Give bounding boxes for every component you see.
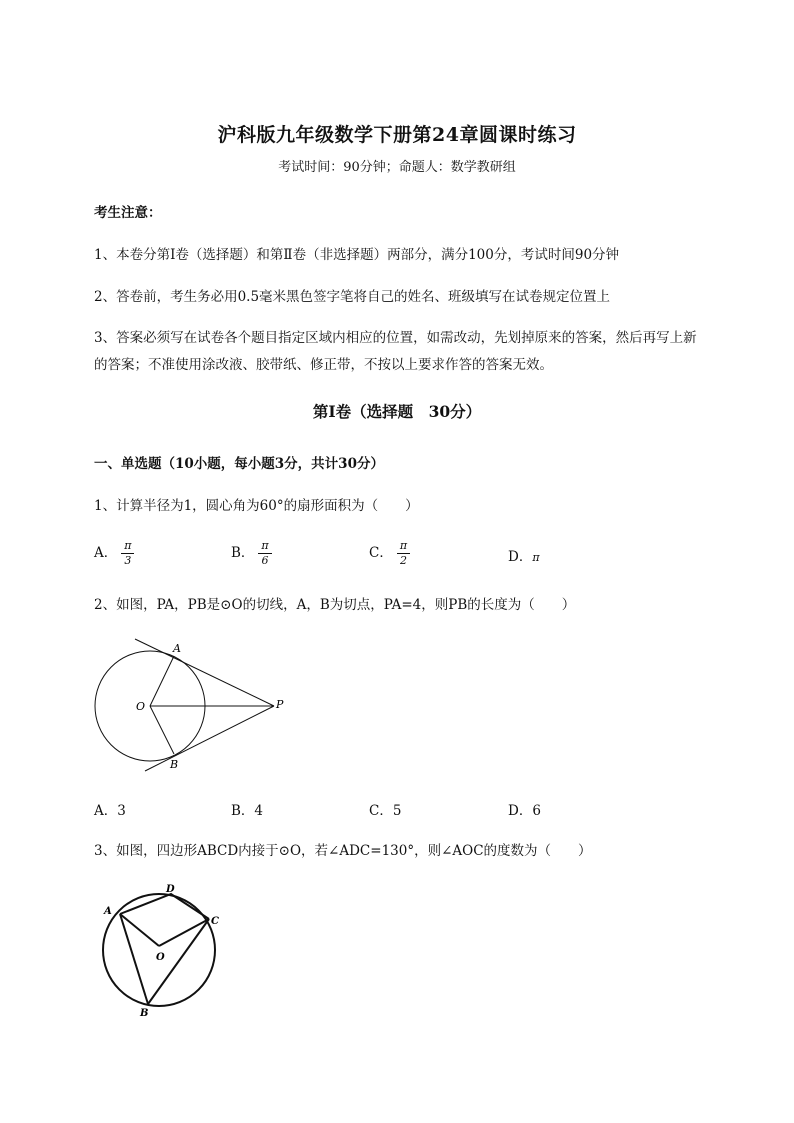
tangent-figure — [88, 630, 298, 775]
fraction — [258, 540, 271, 567]
question-1-option-d — [508, 545, 540, 565]
fraction-denominator: 3 — [124, 554, 132, 567]
label-o: O — [136, 700, 146, 713]
section-title: 第I卷（选择题 30分） — [312, 402, 482, 421]
fraction-numerator: π — [258, 540, 271, 554]
question-2-option-b: B．4 — [231, 803, 264, 819]
option-label: A． — [94, 545, 118, 561]
exam-info: 考试时间：90分钟；命题人：数学教研组 — [278, 160, 516, 175]
label-b: B — [140, 1008, 149, 1019]
radius-oa — [150, 656, 174, 706]
question-2-option-a: A．3 — [94, 803, 126, 819]
question-2-option-d: D．6 — [508, 803, 541, 819]
page-title: 沪科版九年级数学下册第24章圆课时练习 — [217, 124, 577, 146]
notice-item-2: 2、答卷前，考生务必用0.5毫米黑色签字笔将自己的姓名、班级填写在试卷规定位置上 — [94, 289, 611, 305]
label-a: A — [104, 906, 112, 917]
label-a: A — [173, 642, 181, 655]
label-o: O — [156, 952, 165, 963]
fraction-numerator: π — [121, 540, 134, 554]
question-1-stem: 1、计算半径为1，圆心角为60°的扇形面积为（ ） — [94, 498, 419, 514]
question-2-option-c: C．5 — [369, 803, 402, 819]
side-ab — [120, 914, 148, 1004]
radius-oc — [159, 919, 209, 946]
question-1-option-b — [231, 540, 272, 567]
label-d: D — [166, 884, 175, 895]
notice-heading: 考生注意： — [94, 205, 162, 221]
notice-item-3: 3、答案必须写在试卷各个题目指定区域内相应的位置，如需改动，先划掉原来的答案，然后再写上新 — [94, 330, 697, 346]
label-c: C — [211, 916, 219, 927]
part-title: 一、单选题（10小题，每小题3分，共计30分） — [94, 456, 384, 472]
question-1-option-a — [94, 540, 134, 567]
inscribed-quadrilateral-figure — [98, 880, 228, 1020]
question-3-stem: 3、如图，四边形ABCD内接于⊙O，若∠ADC=130°，则∠AOC的度数为（ ） — [94, 843, 592, 859]
notice-item-3-cont: 的答案；不准使用涂改液、胶带纸、修正带，不按以上要求作答的答案无效。 — [94, 357, 553, 373]
option-value: π — [532, 551, 540, 564]
option-label: B． — [231, 545, 255, 561]
radius-ob — [150, 706, 174, 754]
option-label: C． — [369, 545, 393, 561]
option-label: D． — [508, 549, 533, 565]
notice-item-1: 1、本卷分第I卷（选择题）和第Ⅱ卷（非选择题）两部分，满分100分，考试时间90分钟 — [94, 247, 620, 263]
fraction — [397, 540, 410, 567]
label-b: B — [170, 758, 179, 771]
question-2-stem: 2、如图，PA，PB是⊙O的切线，A，B为切点，PA=4，则PB的长度为（ ） — [94, 597, 576, 613]
fraction-denominator: 6 — [261, 554, 269, 567]
fraction-numerator: π — [397, 540, 410, 554]
fraction — [121, 540, 134, 567]
label-p: P — [276, 698, 284, 711]
question-1-option-c — [369, 540, 410, 567]
tangent-line-pb — [145, 706, 274, 771]
fraction-denominator: 2 — [399, 554, 407, 567]
